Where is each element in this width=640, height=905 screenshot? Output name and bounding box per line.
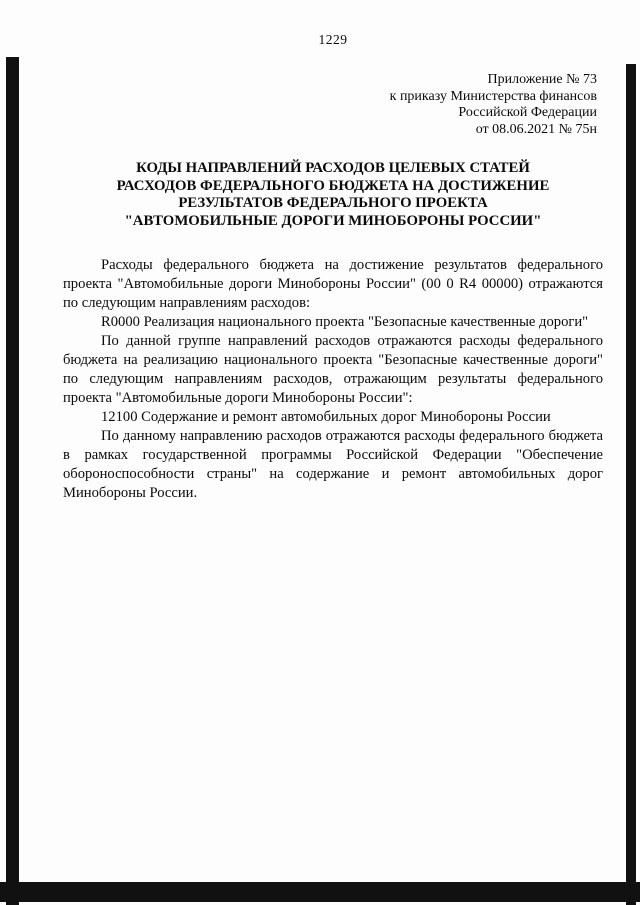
annex-line: Российской Федерации <box>458 105 597 120</box>
body-paragraph: R0000 Реализация национального проекта "Безопасные качественные дороги" <box>101 314 589 330</box>
body-paragraph: 12100 Содержание и ремонт автомобильных дорог Минобороны России <box>101 409 551 425</box>
annex-reference <box>63 72 603 138</box>
body-paragraph: По данной группе направлений расходов отражаются расходы федерального бюджета на реализацию национального проекта "Безопасные качественные дороги" по следующим направлениям расходов, отражающим результаты федерального проекта "Автомобильные дороги Минобороны России": <box>63 333 603 406</box>
page-number: 1229 <box>318 32 348 47</box>
document-title <box>63 160 603 230</box>
body-paragraph: По данному направлению расходов отражаются расходы федерального бюджета в рамках государственной программы Российской Федерации "Обеспечение обороноспособности страны" на содержание и ремонт автомобильных дорог Минобороны России. <box>63 428 603 501</box>
title-line: КОДЫ НАПРАВЛЕНИЙ РАСХОДОВ ЦЕЛЕВЫХ СТАТЕЙ <box>136 160 530 176</box>
title-line: РАСХОДОВ ФЕДЕРАЛЬНОГО БЮДЖЕТА НА ДОСТИЖЕНИЕ <box>116 177 550 194</box>
scan-border-bottom <box>0 882 640 902</box>
body-paragraph: Расходы федерального бюджета на достижение результатов федерального проекта "Автомобильные дороги Минобороны России" (00 0 R4 00000) отражаются по следующим направлениям расходов: <box>63 257 603 311</box>
annex-line: Приложение № 73 <box>487 72 597 87</box>
scan-border-left <box>6 57 19 905</box>
title-line: РЕЗУЛЬТАТОВ ФЕДЕРАЛЬНОГО ПРОЕКТА <box>178 195 488 211</box>
scan-border-right <box>626 64 636 905</box>
title-line: "АВТОМОБИЛЬНЫЕ ДОРОГИ МИНОБОРОНЫ РОССИИ" <box>124 212 542 229</box>
document-content <box>63 0 603 503</box>
document-body <box>63 256 603 503</box>
annex-line: к приказу Министерства финансов <box>389 88 597 104</box>
annex-line: от 08.06.2021 № 75н <box>475 121 597 137</box>
